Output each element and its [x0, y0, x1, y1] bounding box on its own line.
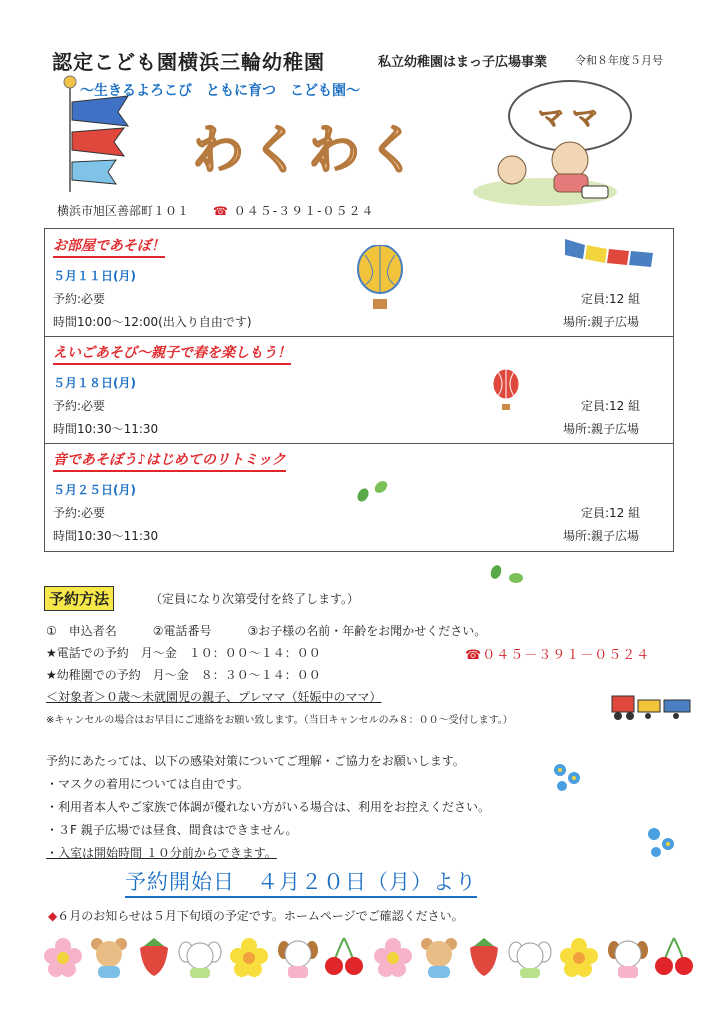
event-title: 音であそぼう♪はじめてのリトミック — [53, 449, 286, 472]
strawberry-icon — [136, 936, 172, 978]
bunny-icon — [508, 936, 552, 980]
reservation-visit-hours: ★幼稚園での予約 月～金 ８：３０～１４：００ — [46, 668, 321, 682]
teddy-bear-icon — [418, 936, 460, 980]
toy-train-icon — [610, 688, 694, 722]
header-phone — [213, 202, 374, 219]
event-reservation: 予約:必要 — [53, 399, 106, 413]
reservation-phone-number: ☎０４５－３９１－０５２４ — [465, 648, 651, 663]
event-time: 時間10:30～11:30 — [53, 529, 159, 543]
event-date: ５月２５日(月) — [53, 483, 136, 497]
cancel-note: ※キャンセルの場合はお早目にご連絡をお願い致します。（当日キャンセルのみ８：００～受付します。） — [46, 715, 513, 726]
yellow-flower-icon — [228, 936, 270, 978]
red-balloon-icon — [491, 368, 521, 412]
event-title: お部屋であそぼ！ — [53, 235, 165, 258]
next-month-notice-text: ６月のお知らせは５月下旬頃の予定です。ホームページでご確認ください。 — [57, 909, 464, 923]
bunny-icon — [178, 936, 222, 980]
reservation-items: ① 申込者名 ②電話番号 ③お子様の名前・年齢をお聞かせください。 — [46, 624, 487, 638]
event-capacity: 定員:12 組 — [581, 292, 641, 306]
bunting-flags-icon — [563, 235, 659, 275]
puppy-icon — [276, 936, 320, 980]
event-capacity: 定員:12 組 — [581, 506, 641, 520]
bottom-decoration — [42, 936, 702, 986]
event-row — [45, 336, 673, 444]
leaves-icon — [488, 562, 528, 586]
blue-flowers-icon — [642, 822, 682, 862]
hot-air-balloon-icon — [355, 245, 405, 311]
event-date: ５月１１日(月) — [53, 269, 136, 283]
event-row — [45, 229, 673, 337]
event-place: 場所:親子広場 — [563, 315, 640, 329]
reservation-heading: 予約方法 — [44, 586, 114, 611]
event-row — [45, 443, 673, 550]
event-reservation: 予約:必要 — [53, 506, 106, 520]
precaution-item: ・入室は開始時間 １０分前からできます。 — [46, 846, 277, 860]
teddy-bear-icon — [88, 936, 130, 980]
motto: ～生きるよろこび ともに育つ こども園～ — [80, 83, 360, 99]
reservation-phone-hours: ★電話での予約 月～金 １０：００～１４：００ — [46, 646, 321, 660]
event-date: ５月１８日(月) — [53, 376, 136, 390]
precaution-item: ・利用者本人やご家族で体調が優れない方がいる場合は、利用をお控えください。 — [46, 800, 491, 814]
cats-cooking-illustration-icon — [470, 130, 620, 210]
precaution-item: ・マスクの着用については自由です。 — [46, 777, 249, 791]
reservation-start-date: 予約開始日 ４月２０日（月）より — [125, 866, 477, 898]
pink-flower-icon — [42, 936, 84, 978]
event-place: 場所:親子広場 — [563, 422, 640, 436]
event-place: 場所:親子広場 — [563, 529, 640, 543]
leaves-icon — [355, 479, 391, 503]
strawberry-icon — [466, 936, 502, 978]
event-title: えいごあそび～親子で春を楽しもう！ — [53, 342, 291, 365]
issue-label: 令和８年度５月号 — [575, 54, 663, 67]
phone-icon: ☎ — [213, 204, 229, 218]
events-table — [44, 228, 674, 552]
event-time: 時間10:00～12:00(出入り自由です) — [53, 315, 252, 329]
phone-number: ０４５-３９１-０５２４ — [233, 204, 375, 218]
event-capacity: 定員:12 組 — [581, 399, 641, 413]
address: 横浜市旭区善部町１０１ — [57, 204, 190, 218]
cherries-icon — [324, 936, 364, 978]
precautions-intro: 予約にあたっては、以下の感染対策についてご理解・ご協力をお願いします。 — [46, 754, 465, 768]
event-reservation: 予約:必要 — [53, 292, 106, 306]
pink-flower-icon — [372, 936, 414, 978]
blue-flowers-icon — [548, 760, 588, 794]
next-month-notice — [48, 907, 464, 924]
diamond-bullet-icon: ◆ — [48, 909, 58, 923]
cherries-icon — [654, 936, 694, 978]
yellow-flower-icon — [558, 936, 600, 978]
precaution-item: ・３F 親子広場では昼食、間食はできません。 — [46, 823, 298, 837]
kindergarten-name: 認定こども園横浜三輪幼稚園 — [52, 50, 325, 74]
puppy-icon — [606, 936, 650, 980]
title-art: わくわく — [192, 120, 425, 181]
reservation-note: （定員になり次第受付を終了します。） — [150, 592, 360, 606]
event-time: 時間10:30～11:30 — [53, 422, 159, 436]
target-audience: ＜対象者＞０歳～未就園児の親子、プレママ（妊娠中のママ） — [46, 690, 382, 704]
project-name: 私立幼稚園はまっ子広場事業 — [378, 55, 548, 70]
bubble-text: ママ — [538, 104, 607, 134]
carp-streamer-icon — [44, 74, 134, 194]
